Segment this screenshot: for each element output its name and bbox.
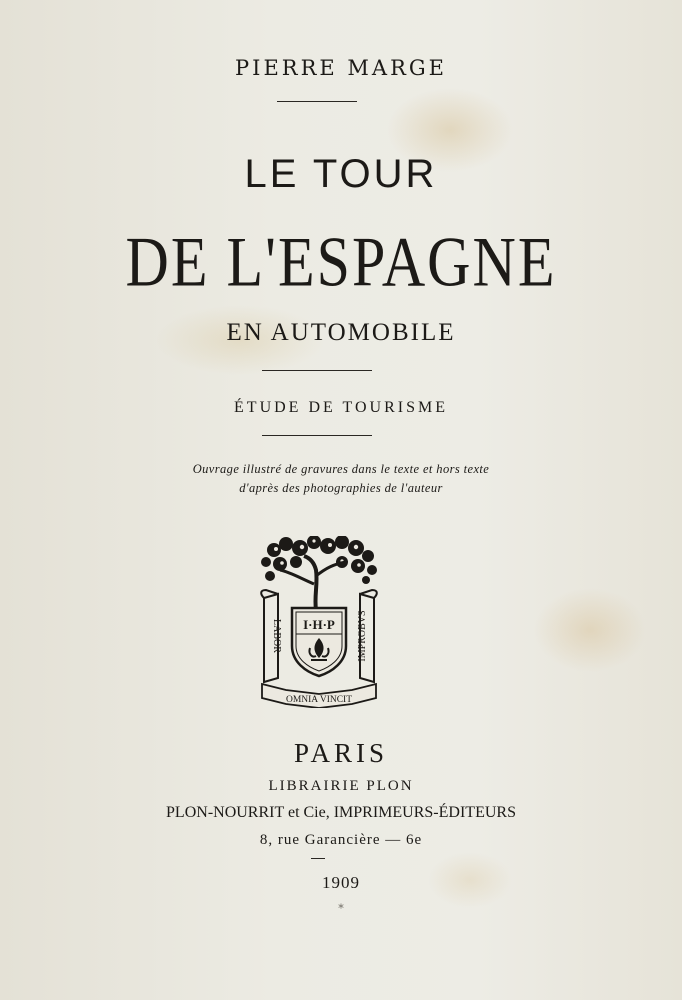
author-name: PIERRE MARGE [235,56,447,80]
svg-text:OMNIA VINCIT: OMNIA VINCIT [285,695,353,705]
title-line-2: DE L'ESPAGNE [125,223,557,302]
printer-name: PLON-NOURRIT et Cie, IMPRIMEURS-ÉDITEURS [166,804,516,821]
publisher-address: 8, rue Garancière — 6e [259,832,423,848]
publisher-name: LIBRAIRIE PLON [268,778,414,794]
title-line-1: LE TOUR [244,152,438,196]
description-line-2: d'après des photographies de l'auteur [239,481,443,495]
divider-rule [262,435,372,436]
divider-rule [311,858,325,859]
publisher-emblem-icon [256,536,382,708]
subtitle: ÉTUDE DE TOURISME [234,399,448,416]
svg-text:IMPROBVS: IMPROBVS [357,610,368,662]
svg-text:LABOR: LABOR [271,619,282,653]
description-line-1: Ouvrage illustré de gravures dans le texte et hors texte [192,462,490,476]
divider-rule [262,370,372,371]
publication-year: 1909 [322,873,360,892]
title-line-3: EN AUTOMOBILE [226,319,456,346]
publication-city: PARIS [293,738,389,768]
star-ornament-icon: * [338,902,344,915]
divider-rule [277,101,357,102]
svg-text:I·H·P: I·H·P [303,617,335,632]
